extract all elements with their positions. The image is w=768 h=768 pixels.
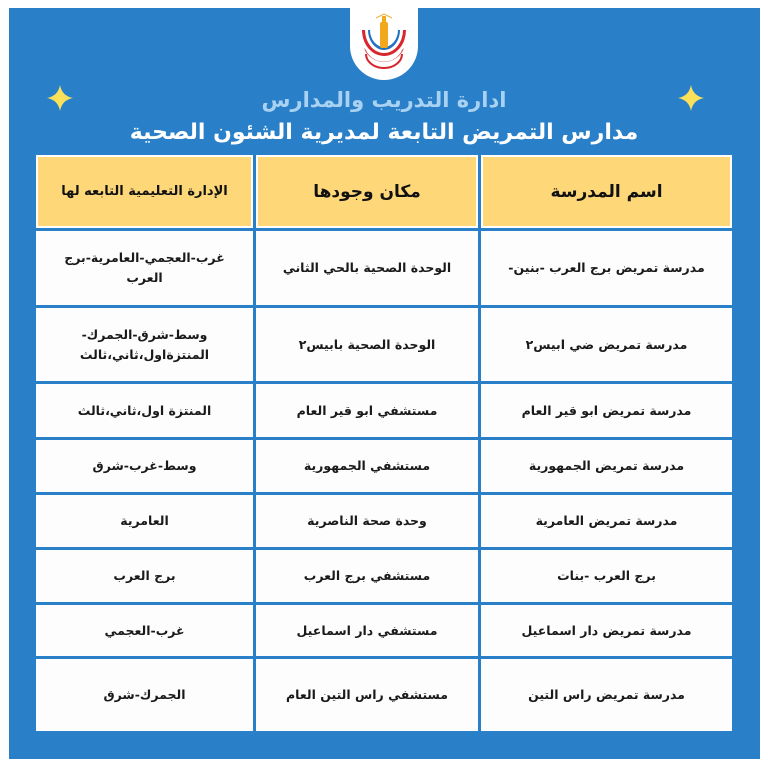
table-cell-location: مستشفي الجمهورية [256, 440, 478, 492]
table-cell-administration: وسط-شرق-الجمرك-المنتزةاول،ثاني،ثالث [36, 308, 253, 381]
page-subtitle: مدارس التمريض التابعة لمديرية الشئون الصحية [129, 120, 639, 145]
column-header-location: مكان وجودها [256, 155, 478, 228]
logo-tab [350, 8, 418, 80]
table-cell-administration: الجمرك-شرق [36, 659, 253, 731]
ministry-of-health-lighthouse-emblem-icon [350, 8, 418, 80]
column-header-education-administration: الإدارة التعليمية التابعه لها [36, 155, 253, 228]
table-cell-school-name: برج العرب -بنات [481, 550, 732, 602]
table-cell-administration: المنتزة اول،ثاني،ثالث [36, 384, 253, 437]
table-cell-school-name: مدرسة تمريض الجمهورية [481, 440, 732, 492]
table-cell-location: الوحدة الصحية بالحي الثاني [256, 231, 478, 305]
table-cell-administration: غرب-العجمي-العامرية-برج العرب [36, 231, 253, 305]
table-cell-administration: غرب-العجمي [36, 605, 253, 656]
table-cell-school-name: مدرسة تمريض راس التين [481, 659, 732, 731]
column-header-school-name: اسم المدرسة [481, 155, 732, 228]
table-cell-location: مستشفي ابو قير العام [256, 384, 478, 437]
table-cell-administration: وسط-غرب-شرق [36, 440, 253, 492]
table-cell-school-name: مدرسة تمريض العامرية [481, 495, 732, 547]
page-title: ادارة التدريب والمدارس [261, 88, 507, 112]
table-cell-location: مستشفي دار اسماعيل [256, 605, 478, 656]
table-cell-location: الوحدة الصحية بابيس٢ [256, 308, 478, 381]
table-cell-location: مستشفي برج العرب [256, 550, 478, 602]
table-cell-location: وحدة صحة الناصرية [256, 495, 478, 547]
table-cell-administration: العامرية [36, 495, 253, 547]
table-cell-school-name: مدرسة تمريض ابو قير العام [481, 384, 732, 437]
table-cell-school-name: مدرسة تمريض ضي ابيس٢ [481, 308, 732, 381]
nursing-schools-table [36, 155, 732, 734]
table-cell-school-name: مدرسة تمريض دار اسماعيل [481, 605, 732, 656]
table-cell-school-name: مدرسة تمريض برج العرب -بنين- [481, 231, 732, 305]
table-cell-location: مستشفي راس التين العام [256, 659, 478, 731]
table-cell-administration: برج العرب [36, 550, 253, 602]
